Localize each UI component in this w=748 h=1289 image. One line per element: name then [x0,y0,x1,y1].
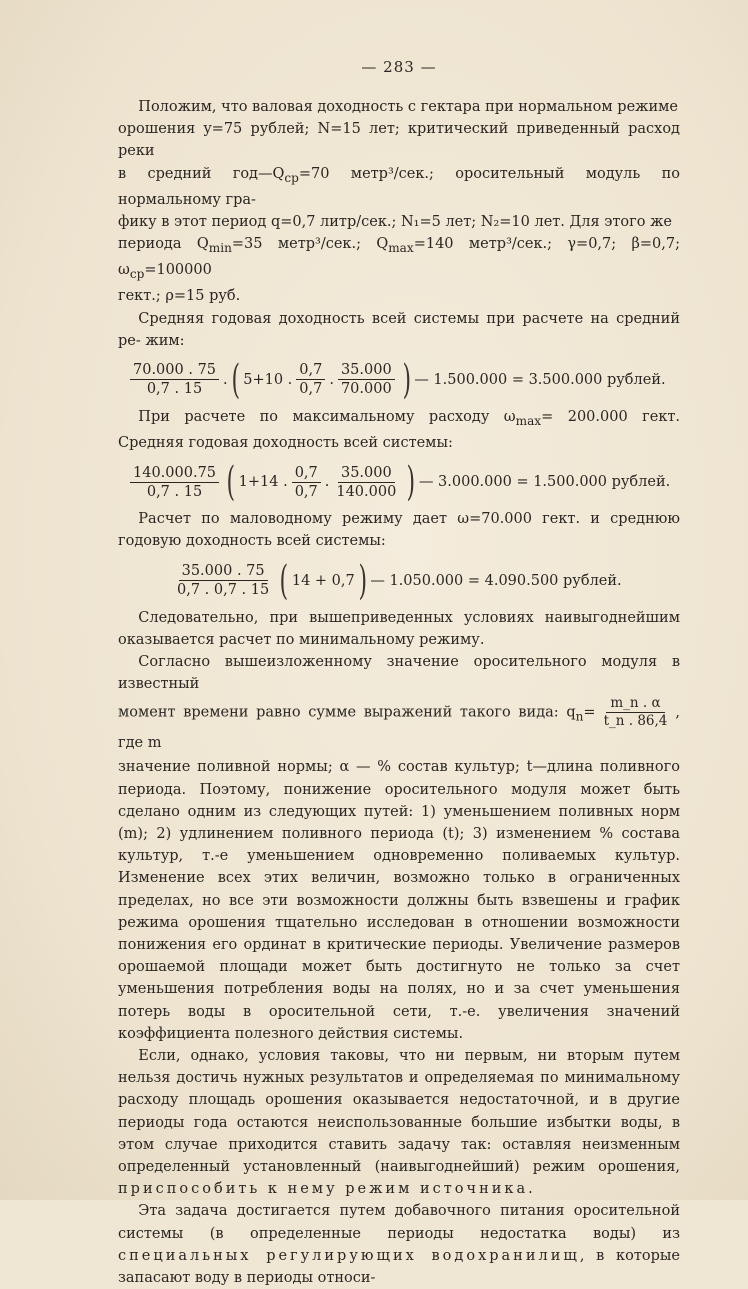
paragraph-3: При расчете по максимальному расходу $\omega_{max}= 200.000$ гект. Средняя годовая доходность всей системы: [118,408,681,451]
paragraph-1-line-6: гект.; ρ=15 руб. [118,288,241,305]
formula-2-fraction-3: $\frac{35.000}{140.000}$ [336,464,397,500]
formula-max-regime: $\frac{140.000.75}{0,7 . 15}$ ( 1+14 . $\frac{0,7}{0,7}$ . $\frac{35.000}{140.000}$ ) — 3.000.000 = 1.500.000 рублей. [126,462,680,502]
paragraph-6-line-2: момент времени равно сумме выражений такого вида: $q_n=$ $\frac{m\_n . \alpha}{t\_n . 86,4}$ , где m [118,695,680,752]
formula-2-fraction-1: $\frac{140.000.75}{0,7 . 15}$ [130,465,219,500]
formula-3-result: — 1.050.000 = 4.090.500 рублей. [370,572,622,589]
paragraph-7: значение поливной нормы; α — % состав культур; t—длина поливного периода. Поэтому, понижение оросительного модуля может быть сделано одним из следующих путей: 1) уменьшением поливных норм (m); 2) удлинением поливного периода (t); 3) изменением % состава культур, т.-е уменьшением одновременно поливаемых культур. Изменение всех этих величин, возможно только в ограниченных пределах, но все эти возможности должны быть взвешены и график режима орошения тщательно исследован в отношении возможности понижения его ординат в критические периоды. Увеличение размеров орошаемой площади может быть достигнуто не только за счет уменьшения потребления воды на полях, но и за счет уменьшения потерь воды в оросительной сети, т.-е. увеличения значений коэффициента полезного действия системы. [118,759,680,1042]
paragraph-1-line-4: фику в этот период q=0,7 литр/сек.; N₁=5 лет; N₂=10 лет. Для этого же [118,213,673,230]
formula-3-fraction-1: $\frac{35.000 . 75}{0,7 . 0,7 . 15}$ [177,563,270,599]
formula-1-fraction-1: $\frac{70.000 . 75}{0,7 . 15}$ [130,362,219,397]
modulus-fraction: $\frac{m\_n . \alpha}{t\_n . 86,4}$ [603,695,668,730]
formula-average-regime: $\frac{70.000 . 75}{0,7 . 15}$ . ( 5+10 . $\frac{0,7}{0,7}$ . $\frac{35.000}{70.000}$ ) — 1.500.000 = 3.500.000 рублей. [126,360,680,400]
paragraph-1-line-3: в средний $год—Q_{ср}=70$ метр³/сек.; оросительный модуль по нормальному гра- [118,165,680,208]
paragraph-1-line-5: периода $Q_{min}=35$ метр³/сек.; $Q_{max}=140$ метр³/сек.; γ=0,7; β=0,7; $\omega_{ср}=100000$ [118,236,681,282]
formula-2-fraction-2: $\frac{0,7}{0,7}$ [292,465,321,500]
paragraph-6-line-1: Согласно вышеизложенному значение оросительного модуля в известный [118,654,680,693]
paragraph-8: Если, однако, условия таковы, что ни первым, ни вторым путем нельзя достичь нужных результатов и определяемая по минимальному расходу площадь орошения оказывается недостаточной, и в другие периоды года остаются неиспользованные большие избытки воды, в этом случае приходится ставить задачу так: оставляя неизменным определенный установленный (наивыгоднейший) режим орошения, приспособить к нему режим источника. [118,1048,680,1198]
paragraph-4: Расчет по маловодному режиму дает ω=70.000 гект. и среднюю годовую доходность всей системы: [118,511,680,550]
formula-1-result: — 1.500.000 = 3.500.000 рублей. [414,371,666,388]
page-number: — 283 — [361,58,437,76]
paragraph-1-line-1: Положим, что валовая доходность с гектара при нормальном режиме [138,99,679,115]
formula-1-fraction-3: $\frac{35.000}{70.000}$ [338,362,395,397]
formula-2-result: — 3.000.000 = 1.500.000 рублей. [418,474,671,491]
paragraph-5: Следовательно, при вышеприведенных условиях наивыгоднейшим оказывается расчет по минимальному режиму. [118,609,680,648]
formula-1-fraction-2: $\frac{0,7}{0,7}$ [296,362,325,397]
paragraph-2: Средняя годовая доходность всей системы при расчете на средний ре- жим: [118,310,680,349]
paragraph-1-line-2: орошения y=75 рублей; N=15 лет; критический приведенный расход реки [118,121,680,160]
paragraph-9: Эта задача достигается путем добавочного питания оросительной системы (в определенные периоды недостатка воды) из специальных регулирующих водохранилищ, в которые запасают воду в периоды относи- [118,1203,680,1287]
formula-low-water-regime: $\frac{35.000 . 75}{0,7 . 0,7 . 15}$ ( 14 + 0,7 ) — 1.050.000 = 4.090.500 рублей. [170,561,680,601]
